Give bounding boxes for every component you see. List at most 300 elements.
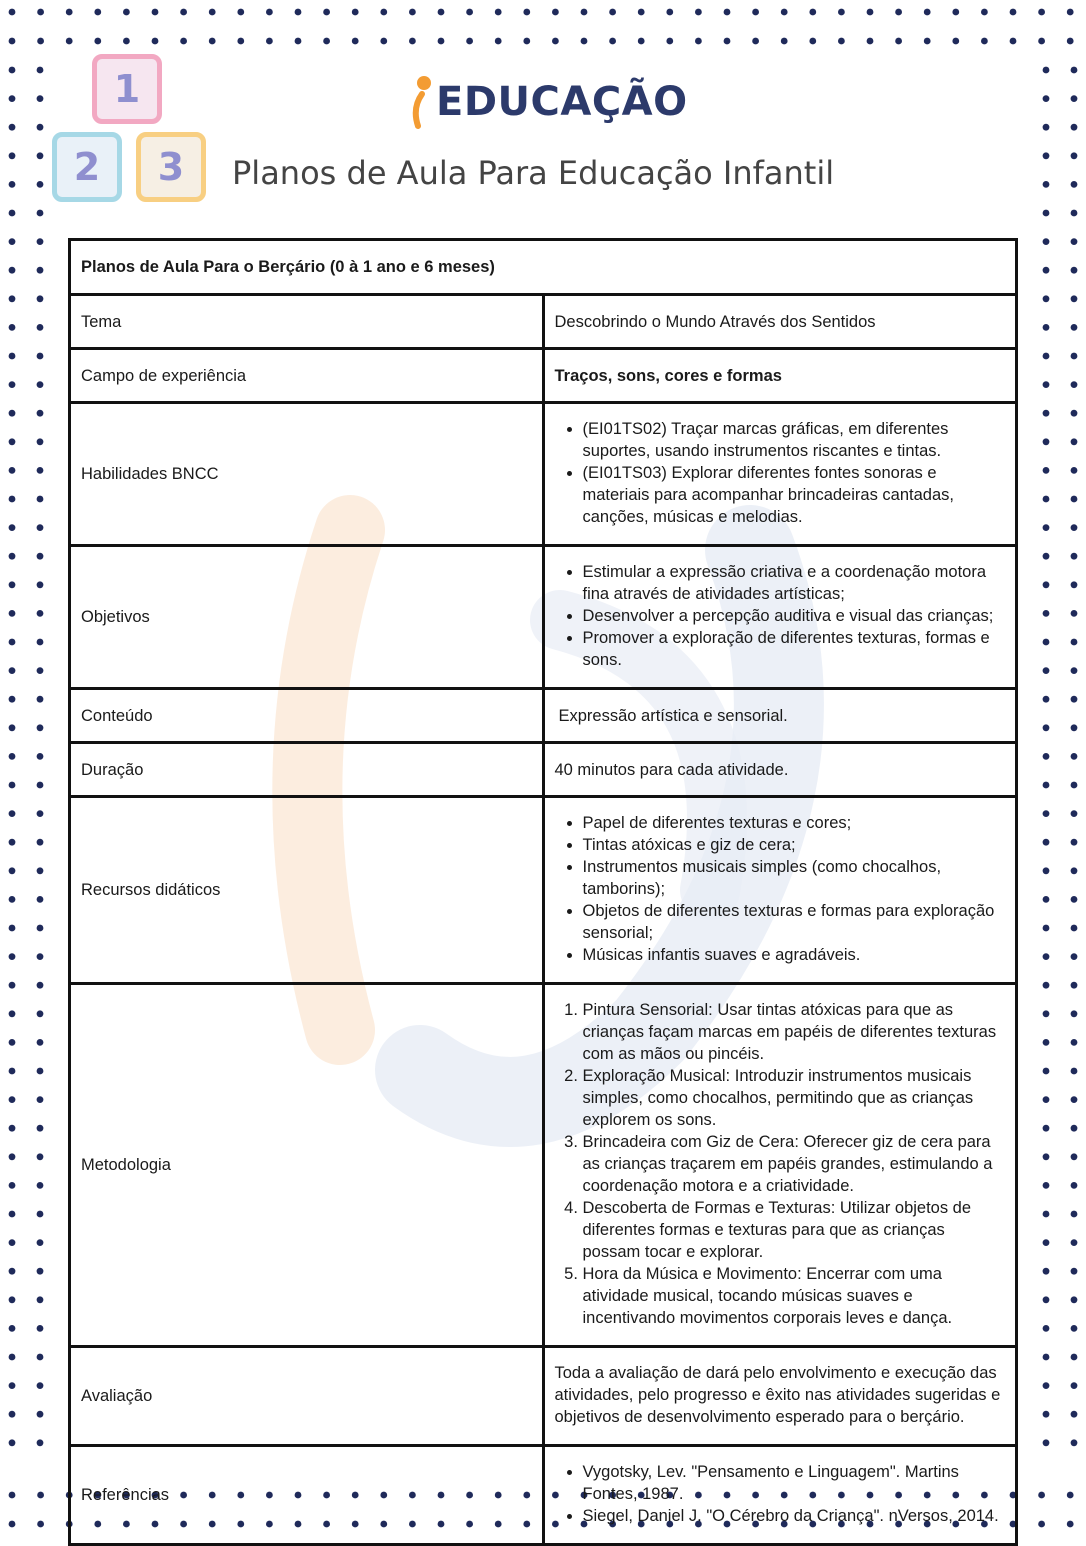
decor-dot <box>266 9 273 16</box>
row-label-metodologia: Metodologia <box>70 984 544 1347</box>
decor-dot <box>9 553 16 560</box>
decor-dot <box>9 1382 16 1389</box>
decor-dot <box>209 9 216 16</box>
decor-dot <box>1038 38 1045 45</box>
decor-dot <box>581 9 588 16</box>
decor-dot <box>438 38 445 45</box>
decor-dot <box>37 810 44 817</box>
decor-dot <box>9 381 16 388</box>
decor-dot <box>94 9 101 16</box>
decor-dot <box>1071 810 1078 817</box>
list-item: • (EI01TS03) Explorar diferentes fontes sonoras e materiais para acompanhar brincadeiras cantadas, canções, músicas e melodias. <box>583 462 1006 528</box>
decor-dot <box>638 9 645 16</box>
decor-dot <box>37 553 44 560</box>
decor-dot <box>1043 1182 1050 1189</box>
decor-dot <box>666 38 673 45</box>
decor-dot <box>1071 1354 1078 1361</box>
decor-dot <box>1071 238 1078 245</box>
decor-dot <box>9 1521 16 1528</box>
decor-dot <box>37 38 44 45</box>
decor-dot <box>323 38 330 45</box>
decor-dot <box>1071 67 1078 74</box>
decor-dot <box>37 896 44 903</box>
decor-dot <box>9 124 16 131</box>
number-block-1: 1 <box>92 54 162 124</box>
decor-dot <box>409 9 416 16</box>
list-item: • (EI01TS02) Traçar marcas gráficas, em diferentes suportes, usando instrumentos riscantes e tintas. <box>583 418 1006 462</box>
decor-dot <box>1071 1439 1078 1446</box>
brand-name: EDUCAÇÃO <box>436 79 688 125</box>
decor-dot <box>1071 782 1078 789</box>
list-item: 4. Descoberta de Formas e Texturas: Utilizar objetos de diferentes formas e texturas para que as crianças possam tocar e explorar. <box>583 1197 1006 1263</box>
number-block-3: 3 <box>136 132 206 202</box>
decor-dot <box>9 925 16 932</box>
row-label-objetivos: Objetivos <box>70 546 544 689</box>
row-label-avaliacao: Avaliação <box>70 1347 544 1446</box>
row-value-habilidades <box>543 403 1017 546</box>
decor-dot <box>495 9 502 16</box>
table-row-campo <box>70 349 1017 403</box>
table-header-row <box>70 240 1017 295</box>
decor-dot <box>9 724 16 731</box>
decor-dot <box>9 1239 16 1246</box>
decor-dot <box>1071 581 1078 588</box>
decor-dot <box>1071 1411 1078 1418</box>
decor-dot <box>838 38 845 45</box>
decor-dot <box>895 9 902 16</box>
decor-dot <box>1043 925 1050 932</box>
decor-dot <box>9 267 16 274</box>
table-row-recursos <box>70 797 1017 984</box>
decor-dot <box>9 181 16 188</box>
list-item: • Desenvolver a percepção auditiva e visual das crianças; <box>583 605 1006 627</box>
list-item: • Promover a exploração de diferentes texturas, formas e sons. <box>583 627 1006 671</box>
decor-dot <box>1071 867 1078 874</box>
row-label-conteudo: Conteúdo <box>70 689 544 743</box>
decor-dot <box>809 38 816 45</box>
list-item: • Vygotsky, Lev. "Pensamento e Linguagem". Martins Fontes, 1987. <box>583 1461 1006 1505</box>
list-item: • Estimular a expressão criativa e a coordenação motora fina através de atividades artísticas; <box>583 561 1006 605</box>
decor-dot <box>9 1039 16 1046</box>
decor-dot <box>409 38 416 45</box>
decor-dot <box>1067 38 1074 45</box>
decor-dot <box>9 953 16 960</box>
decor-dot <box>37 925 44 932</box>
decor-dot <box>1043 1296 1050 1303</box>
decor-dot <box>37 524 44 531</box>
decor-dot <box>724 38 731 45</box>
row-value-duracao: 40 minutos para cada atividade. <box>543 743 1017 797</box>
decor-dot <box>1071 1153 1078 1160</box>
decor-dot <box>666 9 673 16</box>
decor-dot <box>695 38 702 45</box>
decor-dot <box>37 1182 44 1189</box>
decor-dot <box>9 753 16 760</box>
decor-dot <box>9 1354 16 1361</box>
decor-dot <box>1067 1521 1074 1528</box>
decor-dot <box>552 38 559 45</box>
decor-dot <box>1071 496 1078 503</box>
table-row-avaliacao <box>70 1347 1017 1446</box>
decor-dot <box>152 9 159 16</box>
table-row-duracao <box>70 743 1017 797</box>
decor-dot <box>867 9 874 16</box>
decor-dot <box>1071 639 1078 646</box>
decor-dot <box>9 639 16 646</box>
row-label-referencias: Referências <box>70 1446 544 1545</box>
decor-dot <box>867 38 874 45</box>
decor-dot <box>1071 724 1078 731</box>
row-value-recursos <box>543 797 1017 984</box>
decor-dot <box>295 9 302 16</box>
decor-dot <box>37 67 44 74</box>
decor-dot <box>37 238 44 245</box>
decor-dot <box>1071 753 1078 760</box>
decor-dot <box>1043 1096 1050 1103</box>
row-value-tema: Descobrindo o Mundo Através dos Sentidos <box>543 295 1017 349</box>
decor-dot <box>9 810 16 817</box>
decor-dot <box>37 753 44 760</box>
decor-dot <box>1038 1521 1045 1528</box>
decor-dot <box>37 982 44 989</box>
decor-dot <box>37 1125 44 1132</box>
metodologia-list <box>555 999 1006 1329</box>
decor-dot <box>1071 1125 1078 1132</box>
row-value-referencias <box>543 1446 1017 1545</box>
decor-dot <box>781 9 788 16</box>
decor-dot <box>9 295 16 302</box>
table-row-tema <box>70 295 1017 349</box>
decor-dot <box>724 9 731 16</box>
decor-dot <box>37 1153 44 1160</box>
list-item: • Objetos de diferentes texturas e formas para exploração sensorial; <box>583 900 1006 944</box>
decor-dot <box>9 467 16 474</box>
decor-dot <box>1043 1411 1050 1418</box>
decor-dot <box>1071 982 1078 989</box>
row-label-duracao: Duração <box>70 743 544 797</box>
decor-dot <box>1071 267 1078 274</box>
decor-dot <box>1071 896 1078 903</box>
decor-dot <box>1043 1125 1050 1132</box>
decor-dot <box>1043 667 1050 674</box>
decor-dot <box>1071 95 1078 102</box>
decor-dot <box>9 95 16 102</box>
decor-dot <box>1043 610 1050 617</box>
decor-dot <box>809 9 816 16</box>
decor-dot <box>323 9 330 16</box>
decor-dot <box>838 9 845 16</box>
row-label-campo: Campo de experiência <box>70 349 544 403</box>
decor-dot <box>9 867 16 874</box>
decor-dot <box>1043 1153 1050 1160</box>
decor-dot <box>1071 696 1078 703</box>
row-value-objetivos <box>543 546 1017 689</box>
decor-dot <box>1071 152 1078 159</box>
decor-dot <box>180 38 187 45</box>
decor-dot <box>523 38 530 45</box>
table-row-objetivos <box>70 546 1017 689</box>
decor-dot <box>1071 1211 1078 1218</box>
decor-dot <box>9 1010 16 1017</box>
decor-dot <box>1071 381 1078 388</box>
decor-dot <box>9 353 16 360</box>
table-row-conteudo <box>70 689 1017 743</box>
decor-dot <box>952 38 959 45</box>
decor-dot <box>1010 38 1017 45</box>
table-row-referencias <box>70 1446 1017 1545</box>
decor-dot <box>924 38 931 45</box>
decor-dot <box>1071 953 1078 960</box>
decor-dot <box>9 696 16 703</box>
decor-dot <box>9 496 16 503</box>
decor-dot <box>37 267 44 274</box>
decor-dot <box>9 1268 16 1275</box>
list-item: • Músicas infantis suaves e agradáveis. <box>583 944 1006 966</box>
decor-dot <box>1043 210 1050 217</box>
decor-dot <box>9 1153 16 1160</box>
decor-dot <box>37 610 44 617</box>
decor-dot <box>1071 410 1078 417</box>
decor-dot <box>37 1325 44 1332</box>
decor-dot <box>1043 953 1050 960</box>
decor-dot <box>9 324 16 331</box>
decor-dot <box>1071 181 1078 188</box>
row-label-recursos: Recursos didáticos <box>70 797 544 984</box>
decor-dot <box>9 438 16 445</box>
decor-dot <box>37 867 44 874</box>
decor-dot <box>495 38 502 45</box>
decor-dot <box>1071 1382 1078 1389</box>
decor-dot <box>9 210 16 217</box>
decor-dot <box>37 1439 44 1446</box>
table-row-habilidades <box>70 403 1017 546</box>
decor-dot <box>1043 1325 1050 1332</box>
decor-dot <box>37 496 44 503</box>
lesson-plan-table <box>68 238 1018 1546</box>
list-item: 5. Hora da Música e Movimento: Encerrar com uma atividade musical, tocando músicas suaves e incentivando movimentos corporais leves e dança. <box>583 1263 1006 1329</box>
decor-dot <box>37 1521 44 1528</box>
decor-dot <box>9 67 16 74</box>
list-item: • Siegel, Daniel J. "O Cérebro da Criança". nVersos, 2014. <box>583 1505 1006 1527</box>
decor-dot <box>37 324 44 331</box>
decor-dot <box>981 38 988 45</box>
habilidades-list <box>555 418 1006 528</box>
decor-dot <box>1038 1492 1045 1499</box>
decor-dot <box>37 1411 44 1418</box>
decor-dot <box>9 1182 16 1189</box>
decor-dot <box>37 581 44 588</box>
decor-dot <box>9 581 16 588</box>
decor-dot <box>94 38 101 45</box>
list-item: 1. Pintura Sensorial: Usar tintas atóxicas para que as crianças façam marcas em papéis de diferentes texturas com as mãos ou pincéis. <box>583 999 1006 1065</box>
decor-dot <box>1071 295 1078 302</box>
decor-dot <box>9 610 16 617</box>
decor-dot <box>37 467 44 474</box>
decor-dot <box>37 639 44 646</box>
decor-dot <box>1071 839 1078 846</box>
decor-dot <box>37 1354 44 1361</box>
decor-dot <box>1071 124 1078 131</box>
decor-dot <box>9 839 16 846</box>
decor-dot <box>37 1096 44 1103</box>
decor-dot <box>1043 1382 1050 1389</box>
decor-dot <box>1043 1010 1050 1017</box>
decor-dot <box>924 9 931 16</box>
decor-dot <box>37 1039 44 1046</box>
decor-dot <box>352 38 359 45</box>
decor-dot <box>9 1296 16 1303</box>
decor-dot <box>1071 1068 1078 1075</box>
page-subtitle: Planos de Aula Para Educação Infantil <box>232 154 835 192</box>
decor-dot <box>180 9 187 16</box>
decor-dot <box>266 38 273 45</box>
decor-dot <box>9 1411 16 1418</box>
decor-dot <box>1043 982 1050 989</box>
decor-dot <box>1043 810 1050 817</box>
decor-dot <box>1043 867 1050 874</box>
decor-dot <box>781 38 788 45</box>
decor-dot <box>37 667 44 674</box>
decor-dot <box>37 1296 44 1303</box>
decor-dot <box>1043 1439 1050 1446</box>
decor-dot <box>66 9 73 16</box>
row-value-metodologia <box>543 984 1017 1347</box>
decor-dot <box>9 667 16 674</box>
decor-dot <box>152 38 159 45</box>
decor-dot <box>1043 67 1050 74</box>
table-title: Planos de Aula Para o Berçário (0 à 1 ano e 6 meses) <box>70 240 1017 295</box>
decor-dot <box>9 1068 16 1075</box>
decor-dot <box>1071 553 1078 560</box>
decor-dot <box>1043 353 1050 360</box>
decor-dot <box>37 953 44 960</box>
decor-dot <box>37 1010 44 1017</box>
decor-dot <box>1071 667 1078 674</box>
decor-dot <box>37 95 44 102</box>
decor-dot <box>380 38 387 45</box>
decor-dot <box>380 9 387 16</box>
row-label-habilidades: Habilidades BNCC <box>70 403 544 546</box>
number-block-2: 2 <box>52 132 122 202</box>
decor-dot <box>638 38 645 45</box>
decor-dot <box>1043 152 1050 159</box>
decor-dot <box>1043 95 1050 102</box>
list-item: • Papel de diferentes texturas e cores; <box>583 812 1006 834</box>
decor-dot <box>37 839 44 846</box>
decor-dot <box>1071 1268 1078 1275</box>
decor-dot <box>581 38 588 45</box>
table-row-metodologia <box>70 984 1017 1347</box>
decor-dot <box>1043 1268 1050 1275</box>
decor-dot <box>1043 782 1050 789</box>
decor-dot <box>895 38 902 45</box>
decor-dot <box>1043 467 1050 474</box>
decor-dot <box>9 524 16 531</box>
decor-dot <box>438 9 445 16</box>
decor-dot <box>9 1439 16 1446</box>
recursos-list <box>555 812 1006 966</box>
decor-dot <box>9 9 16 16</box>
decor-dot <box>1043 324 1050 331</box>
decor-dot <box>1043 753 1050 760</box>
row-value-conteudo: Expressão artística e sensorial. <box>543 689 1017 743</box>
decor-dot <box>1038 9 1045 16</box>
decor-dot <box>9 1325 16 1332</box>
decor-dot <box>1043 124 1050 131</box>
decor-dot <box>37 1382 44 1389</box>
decor-dot <box>609 9 616 16</box>
decor-dot <box>1043 724 1050 731</box>
decor-dot <box>1071 438 1078 445</box>
decor-dot <box>1043 238 1050 245</box>
logo-i-icon <box>406 74 432 130</box>
decor-dot <box>466 38 473 45</box>
decor-dot <box>752 9 759 16</box>
decor-dot <box>9 1492 16 1499</box>
decor-dot <box>37 210 44 217</box>
decor-dot <box>37 724 44 731</box>
decor-dot <box>523 9 530 16</box>
decor-dot <box>237 9 244 16</box>
decor-dot <box>1043 553 1050 560</box>
decor-dot <box>9 1125 16 1132</box>
decor-dot <box>37 1068 44 1075</box>
decor-dot <box>37 1268 44 1275</box>
decor-dot <box>1043 1211 1050 1218</box>
decor-dot <box>1071 1096 1078 1103</box>
decor-dot <box>1043 839 1050 846</box>
decor-dot <box>1071 210 1078 217</box>
decor-dot <box>952 9 959 16</box>
decor-dot <box>1067 9 1074 16</box>
decor-dot <box>37 782 44 789</box>
list-item: 3. Brincadeira com Giz de Cera: Oferecer giz de cera para as crianças traçarem em papéis grandes, estimulando a coordenação motora e a criatividade. <box>583 1131 1006 1197</box>
decor-dot <box>552 9 559 16</box>
decor-dot <box>1043 1239 1050 1246</box>
decor-dot <box>1043 381 1050 388</box>
decor-dot <box>9 238 16 245</box>
decor-dot <box>1071 1325 1078 1332</box>
number-blocks-illustration <box>52 54 217 210</box>
decor-dot <box>37 181 44 188</box>
decor-dot <box>123 38 130 45</box>
decor-dot <box>9 1211 16 1218</box>
list-item: • Tintas atóxicas e giz de cera; <box>583 834 1006 856</box>
decor-dot <box>37 295 44 302</box>
referencias-list <box>555 1461 1006 1527</box>
decor-dot <box>1043 410 1050 417</box>
decor-dot <box>37 152 44 159</box>
decor-dot <box>1071 1296 1078 1303</box>
decor-dot <box>1071 925 1078 932</box>
decor-dot <box>1071 1239 1078 1246</box>
decor-dot <box>752 38 759 45</box>
decor-dot <box>37 438 44 445</box>
decor-dot <box>1043 581 1050 588</box>
decor-dot <box>1071 1182 1078 1189</box>
decor-dot <box>1071 610 1078 617</box>
decor-dot <box>37 1492 44 1499</box>
decor-dot <box>37 353 44 360</box>
list-item: • Instrumentos musicais simples (como chocalhos, tamborins); <box>583 856 1006 900</box>
decor-dot <box>1043 496 1050 503</box>
list-item: 2. Exploração Musical: Introduzir instrumentos musicais simples, como chocalhos, permitindo que as crianças explorem os sons. <box>583 1065 1006 1131</box>
decor-dot <box>37 1211 44 1218</box>
decor-dot <box>1010 9 1017 16</box>
objetivos-list <box>555 561 1006 671</box>
decor-dot <box>1043 438 1050 445</box>
decor-dot <box>1071 524 1078 531</box>
